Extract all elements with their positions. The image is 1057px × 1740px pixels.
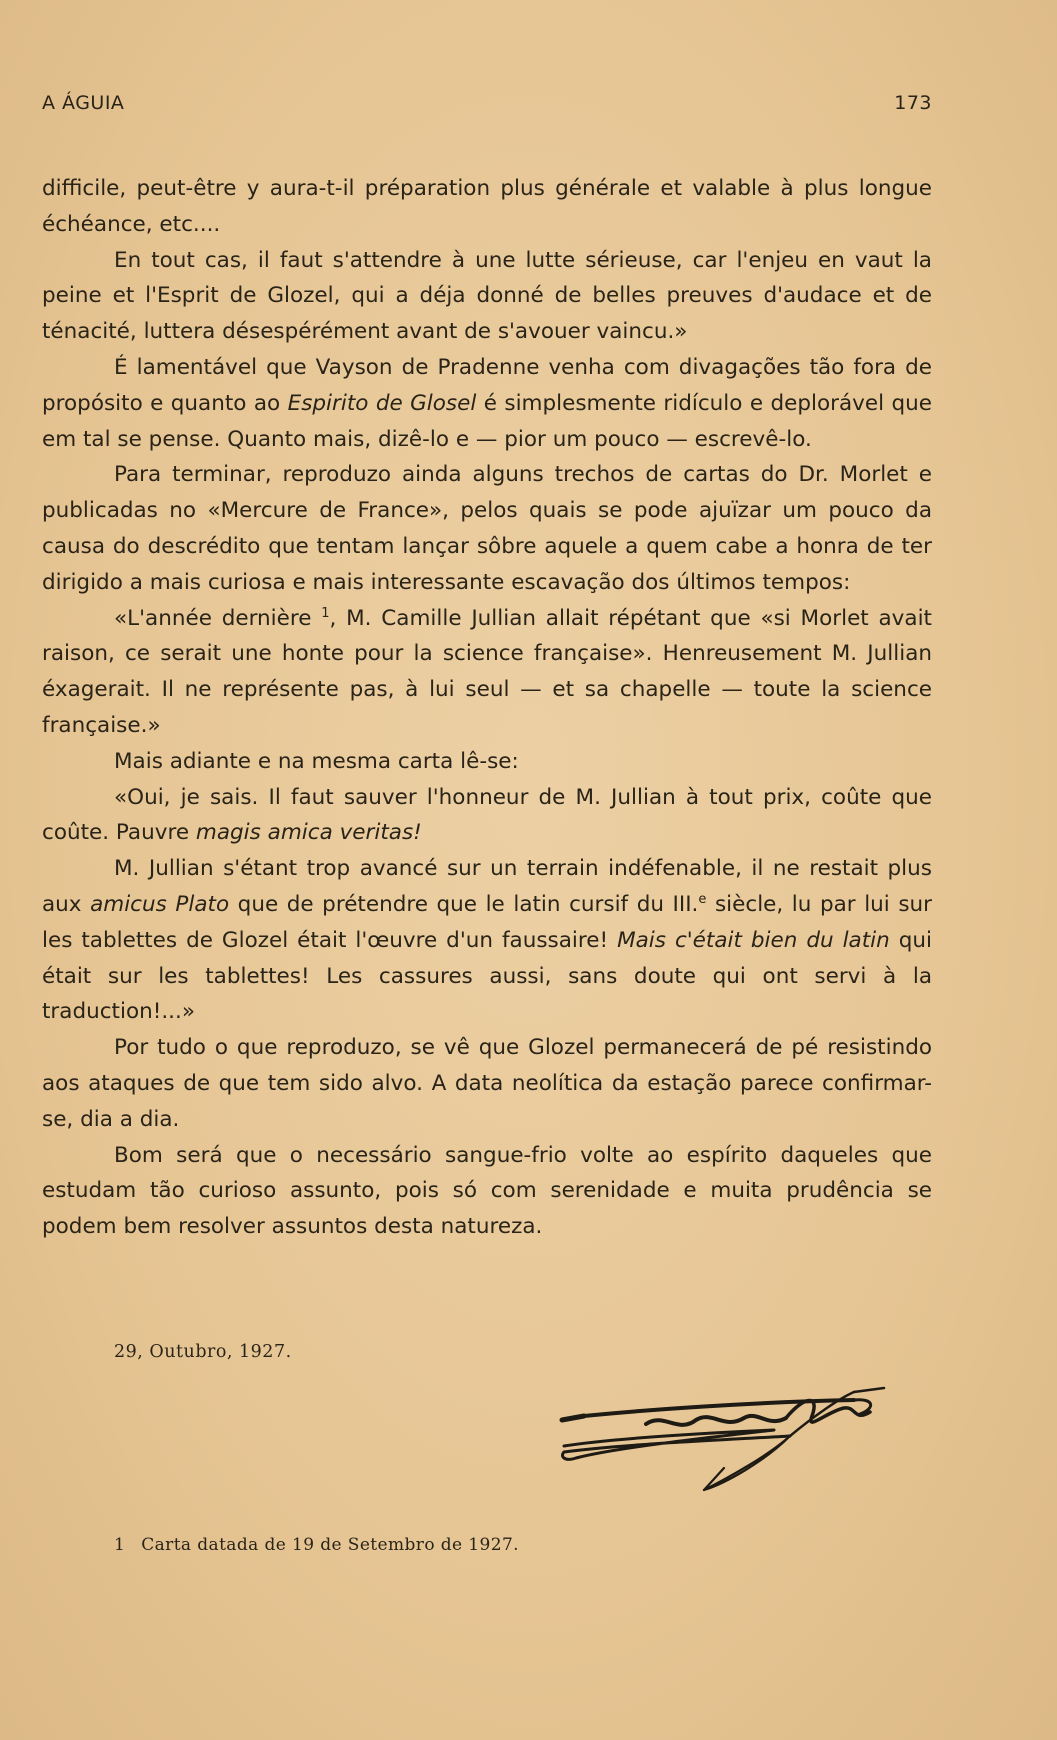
text-segment: é simplesmente ridículo e deplorável que em tal se pense. Quanto mais, dizê-lo e — pior um pouco — escrevê-lo. [42,390,932,452]
text-segment: , M. Camille Jullian allait répétant que «si Morlet avait raison, ce serait une honte pour la science française». Henreusement M. Jullian éxagerait. Il ne représente pas, à lui seul — et sa chapelle — toute la science française.» [42,605,932,738]
paragraph [42,780,932,852]
italic-text: amicus Plato [90,891,230,917]
text-segment: difficile, peut-être y aura-t-il préparation plus générale et valable à plus longue échéance, etc.... [42,176,932,237]
text-segment: M. Jullian s'étant trop avancé sur un terrain indéfenable, il ne restait plus aux [42,856,932,917]
italic-text: magis amica veritas! [195,820,422,846]
text-segment: siècle, lu par lui sur les tablettes de Glozel était l'œuvre d'un faussaire! [42,891,932,953]
signature [554,1372,954,1492]
body-text [42,171,932,1245]
text-segment: Por tudo o que reproduzo, se vê que Glozel permanecerá de pé resistindo aos ataques de que tem sido alvo. A data neolítica da estação parece confirmar-se, dia a dia. [42,1035,932,1132]
paragraph [42,171,932,243]
footnote-marker: 1 [114,1535,126,1555]
page [42,0,932,1740]
text-segment: Mais adiante e na mesma carta lê-se: [114,748,519,774]
italic-text: Mais c'était bien du latin [617,927,890,953]
paragraph [42,243,932,350]
text-segment: É lamentável que Vayson de Pradenne venha com divagações tão fora de propósito e quanto ao [42,354,932,416]
superscript: 1 [321,605,330,621]
text-segment: qui était sur les tablettes! Les cassures aussi, sans doute qui ont servi à la traduction!...» [42,927,932,1025]
paragraph [42,457,932,600]
text-segment: Para terminar, reproduzo ainda alguns trechos de cartas do Dr. Morlet e publicadas no «Mercure de France», pelos quais se pode ajuïzar um pouco da causa do descrédito que tentam lançar sôbre aquele a quem cabe a honra de ter dirigido a mais curiosa e mais interessante escavação dos últimos tempos: [42,462,932,595]
footnote-text: Carta datada de 19 de Setembro de 1927. [141,1535,519,1555]
text-segment: Bom será que o necessário sangue-frio volte ao espírito daqueles que estudam tão curioso assunto, pois só com serenidade e muita prudência se podem bem resolver assuntos desta natureza. [42,1142,932,1240]
paragraph [42,1030,932,1137]
paragraph [42,350,932,457]
paragraph [42,601,932,744]
journal-title: A ÁGUIA [42,92,125,114]
paragraph [42,1138,932,1245]
text-segment: «L'année dernière [114,605,322,631]
superscript: e [698,891,707,907]
text-segment: que de prétendre que le latin cursif du III. [229,891,699,917]
text-segment: En tout cas, il faut s'attendre à une lutte sérieuse, car l'enjeu en vaut la peine et l'Esprit de Glozel, qui a déja donné de belles preuves d'audace et de ténacité, luttera désespérément avant de s'avouer vaincu.» [42,247,932,345]
italic-text: Espirito de Glosel [287,390,477,416]
page-number: 173 [894,92,932,114]
dateline: 29, Outubro, 1927. [114,1342,292,1362]
text-segment: «Oui, je sais. Il faut sauver l'honneur de M. Jullian à tout prix, coûte que coûte. Pauvre [42,784,932,846]
footnote [114,1535,519,1555]
paragraph [42,744,932,780]
paragraph [42,851,932,1030]
